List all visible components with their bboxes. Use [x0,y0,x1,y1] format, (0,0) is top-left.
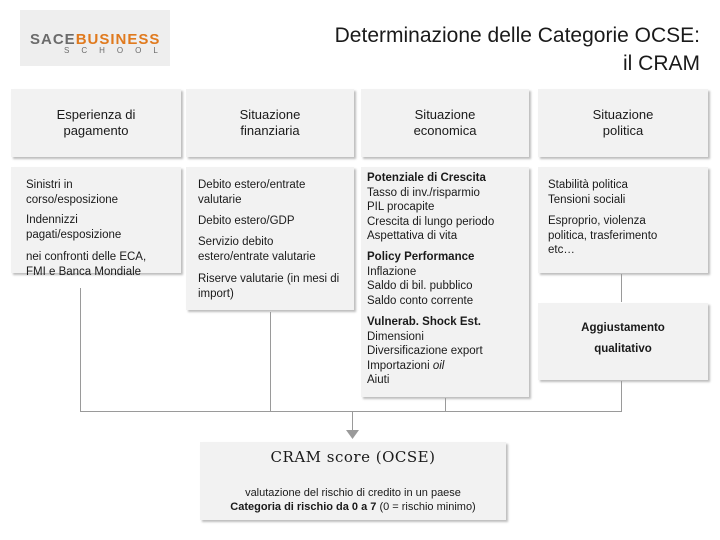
group-title: Vulnerab. Shock Est. [367,316,481,328]
list-item: Debito estero/entrate valutarie [198,179,306,206]
group-title: Potenziale di Crescita [367,172,486,184]
list-item: Importazioni oil [367,359,445,372]
connector-finanziaria [270,312,271,412]
title-line-1: Determinazione delle Categorie OCSE: [334,24,700,47]
column-economica [361,167,529,397]
list-item: Saldo di bil. pubblico [367,280,473,292]
list-item: Sinistri in corso/esposizione [26,179,119,206]
list-item: Inflazione [367,265,417,278]
group-vulnerabilita-shock [367,315,529,388]
score-title: CRAM score (OCSE) [270,448,436,466]
logo-wordmark: SACEBUSINESS [30,31,161,48]
connector-politica [621,274,622,302]
list-item: Stabilità politica Tensioni sociali [548,179,628,206]
list-item: Tasso di inv./risparmio [367,186,480,199]
aggiustamento-qualitativo-box [538,303,708,380]
list-item: Dimensioni [367,330,424,343]
list-item: Servizio debito estero/entrate valutarie [198,236,316,263]
connector-aggiustamento [621,381,622,412]
aggiustamento-line-1: Aggiustamento [581,322,665,334]
cram-score-box [200,442,506,520]
slide-title [240,22,700,78]
list-item: PIL procapite [367,201,435,213]
score-description: valutazione del rischio di credito in un paese [245,487,461,499]
list-item: Saldo conto corrente [367,294,474,307]
column-politica [538,167,708,273]
connector-pagamento [80,288,81,412]
list-item: Riserve valutarie (in mesi di import) [198,273,340,300]
logo-school: SCHOOL [64,46,170,55]
logo [20,10,170,66]
connector-horizontal [80,411,622,412]
aggiustamento-line-2: qualitativo [594,343,652,355]
list-item: Crescita di lungo periodo [367,215,495,228]
group-potenziale-crescita [367,171,529,244]
list-item: Diversificazione export [367,345,483,357]
list-item: Aiuti [367,374,390,386]
column-pagamento [11,167,181,278]
list-item: nei confronti delle ECA, FMI e Banca Mondiale [26,251,147,278]
arrow-down-icon [346,430,359,440]
column-finanziaria [186,167,354,310]
list-item: Debito estero/GDP [198,215,295,227]
list-item: Indennizzi pagati/esposizione [26,214,122,241]
score-category-line: Categoria di rischio da 0 a 7 (0 = rischio minimo) [230,501,476,513]
group-policy-performance [367,250,529,308]
list-item: Esproprio, violenza politica, trasferimento etc… [548,215,658,256]
header-situazione-politica: Situazione politica [538,89,708,157]
header-situazione-finanziaria: Situazione finanziaria [186,89,354,157]
connector-economica [445,398,446,412]
title-line-2: il CRAM [623,52,700,75]
list-item: Aspettativa di vita [367,230,458,242]
header-esperienza-pagamento: Esperienza di pagamento [11,89,181,157]
header-situazione-economica: Situazione economica [361,89,529,157]
group-title: Policy Performance [367,251,475,263]
